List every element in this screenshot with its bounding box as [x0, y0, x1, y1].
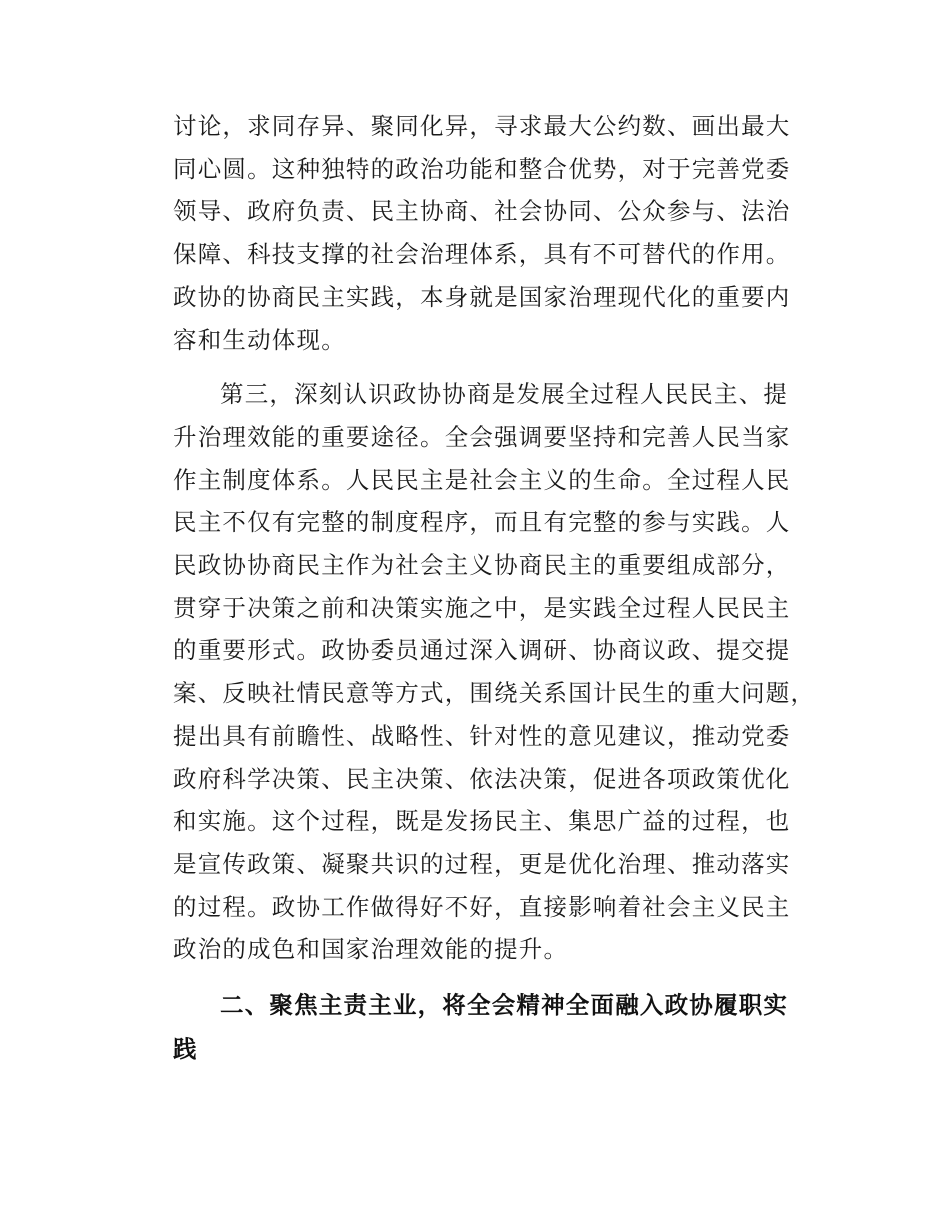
text-line: 讨论，求同存异、聚同化异，寻求最大公约数、画出最大 — [173, 112, 791, 140]
text-line: 提出具有前瞻性、战略性、针对性的意见建议，推动党委 — [173, 721, 791, 750]
paragraph-third-point — [173, 373, 816, 971]
text-line: 的过程。政协工作做得好不好，直接影响着社会主义民主 — [173, 892, 791, 921]
text-line: 民主不仅有完整的制度程序，而且有完整的参与实践。人 — [173, 508, 791, 537]
text-line: 政协的协商民主实践，本身就是国家治理现代化的重要内 — [173, 282, 791, 311]
text-line: 的重要形式。政协委员通过深入调研、协商议政、提交提 — [173, 636, 791, 665]
text-line: 领导、政府负责、民主协商、社会协同、公众参与、法治 — [173, 197, 791, 226]
heading-line: 二、聚焦主责主业，将全会精神全面融入政协履职实 — [220, 991, 789, 1020]
text-line: 和实施。这个过程，既是发扬民主、集思广益的过程，也 — [173, 807, 791, 836]
text-line: 升治理效能的重要途径。全会强调要坚持和完善人民当家 — [173, 422, 791, 451]
heading-line: 践 — [173, 1035, 198, 1064]
text-line: 政治的成色和国家治理效能的提升。 — [173, 935, 569, 964]
text-line: 案、反映社情民意等方式，围绕关系国计民生的重大问题， — [173, 679, 816, 708]
section-heading — [173, 983, 798, 1071]
text-line: 贯穿于决策之前和决策实施之中，是实践全过程人民民主 — [173, 593, 791, 622]
text-line: 第三，深刻认识政协协商是发展全过程人民民主、提 — [220, 380, 789, 409]
text-line: 民政协协商民主作为社会主义协商民主的重要组成部分， — [173, 551, 791, 580]
text-line: 是宣传政策、凝聚共识的过程，更是优化治理、推动落实 — [173, 849, 791, 878]
paragraph-continuation — [173, 105, 798, 361]
text-line: 同心圆。这种独特的政治功能和整合优势，对于完善党委 — [173, 154, 791, 183]
document-page — [173, 105, 816, 1071]
text-line: 保障、科技支撑的社会治理体系，具有不可替代的作用。 — [173, 240, 791, 269]
text-line: 容和生动体现。 — [173, 325, 346, 354]
text-line: 政府科学决策、民主决策、依法决策，促进各项政策优化 — [173, 764, 791, 793]
text-line: 作主制度体系。人民民主是社会主义的生命。全过程人民 — [173, 465, 791, 494]
